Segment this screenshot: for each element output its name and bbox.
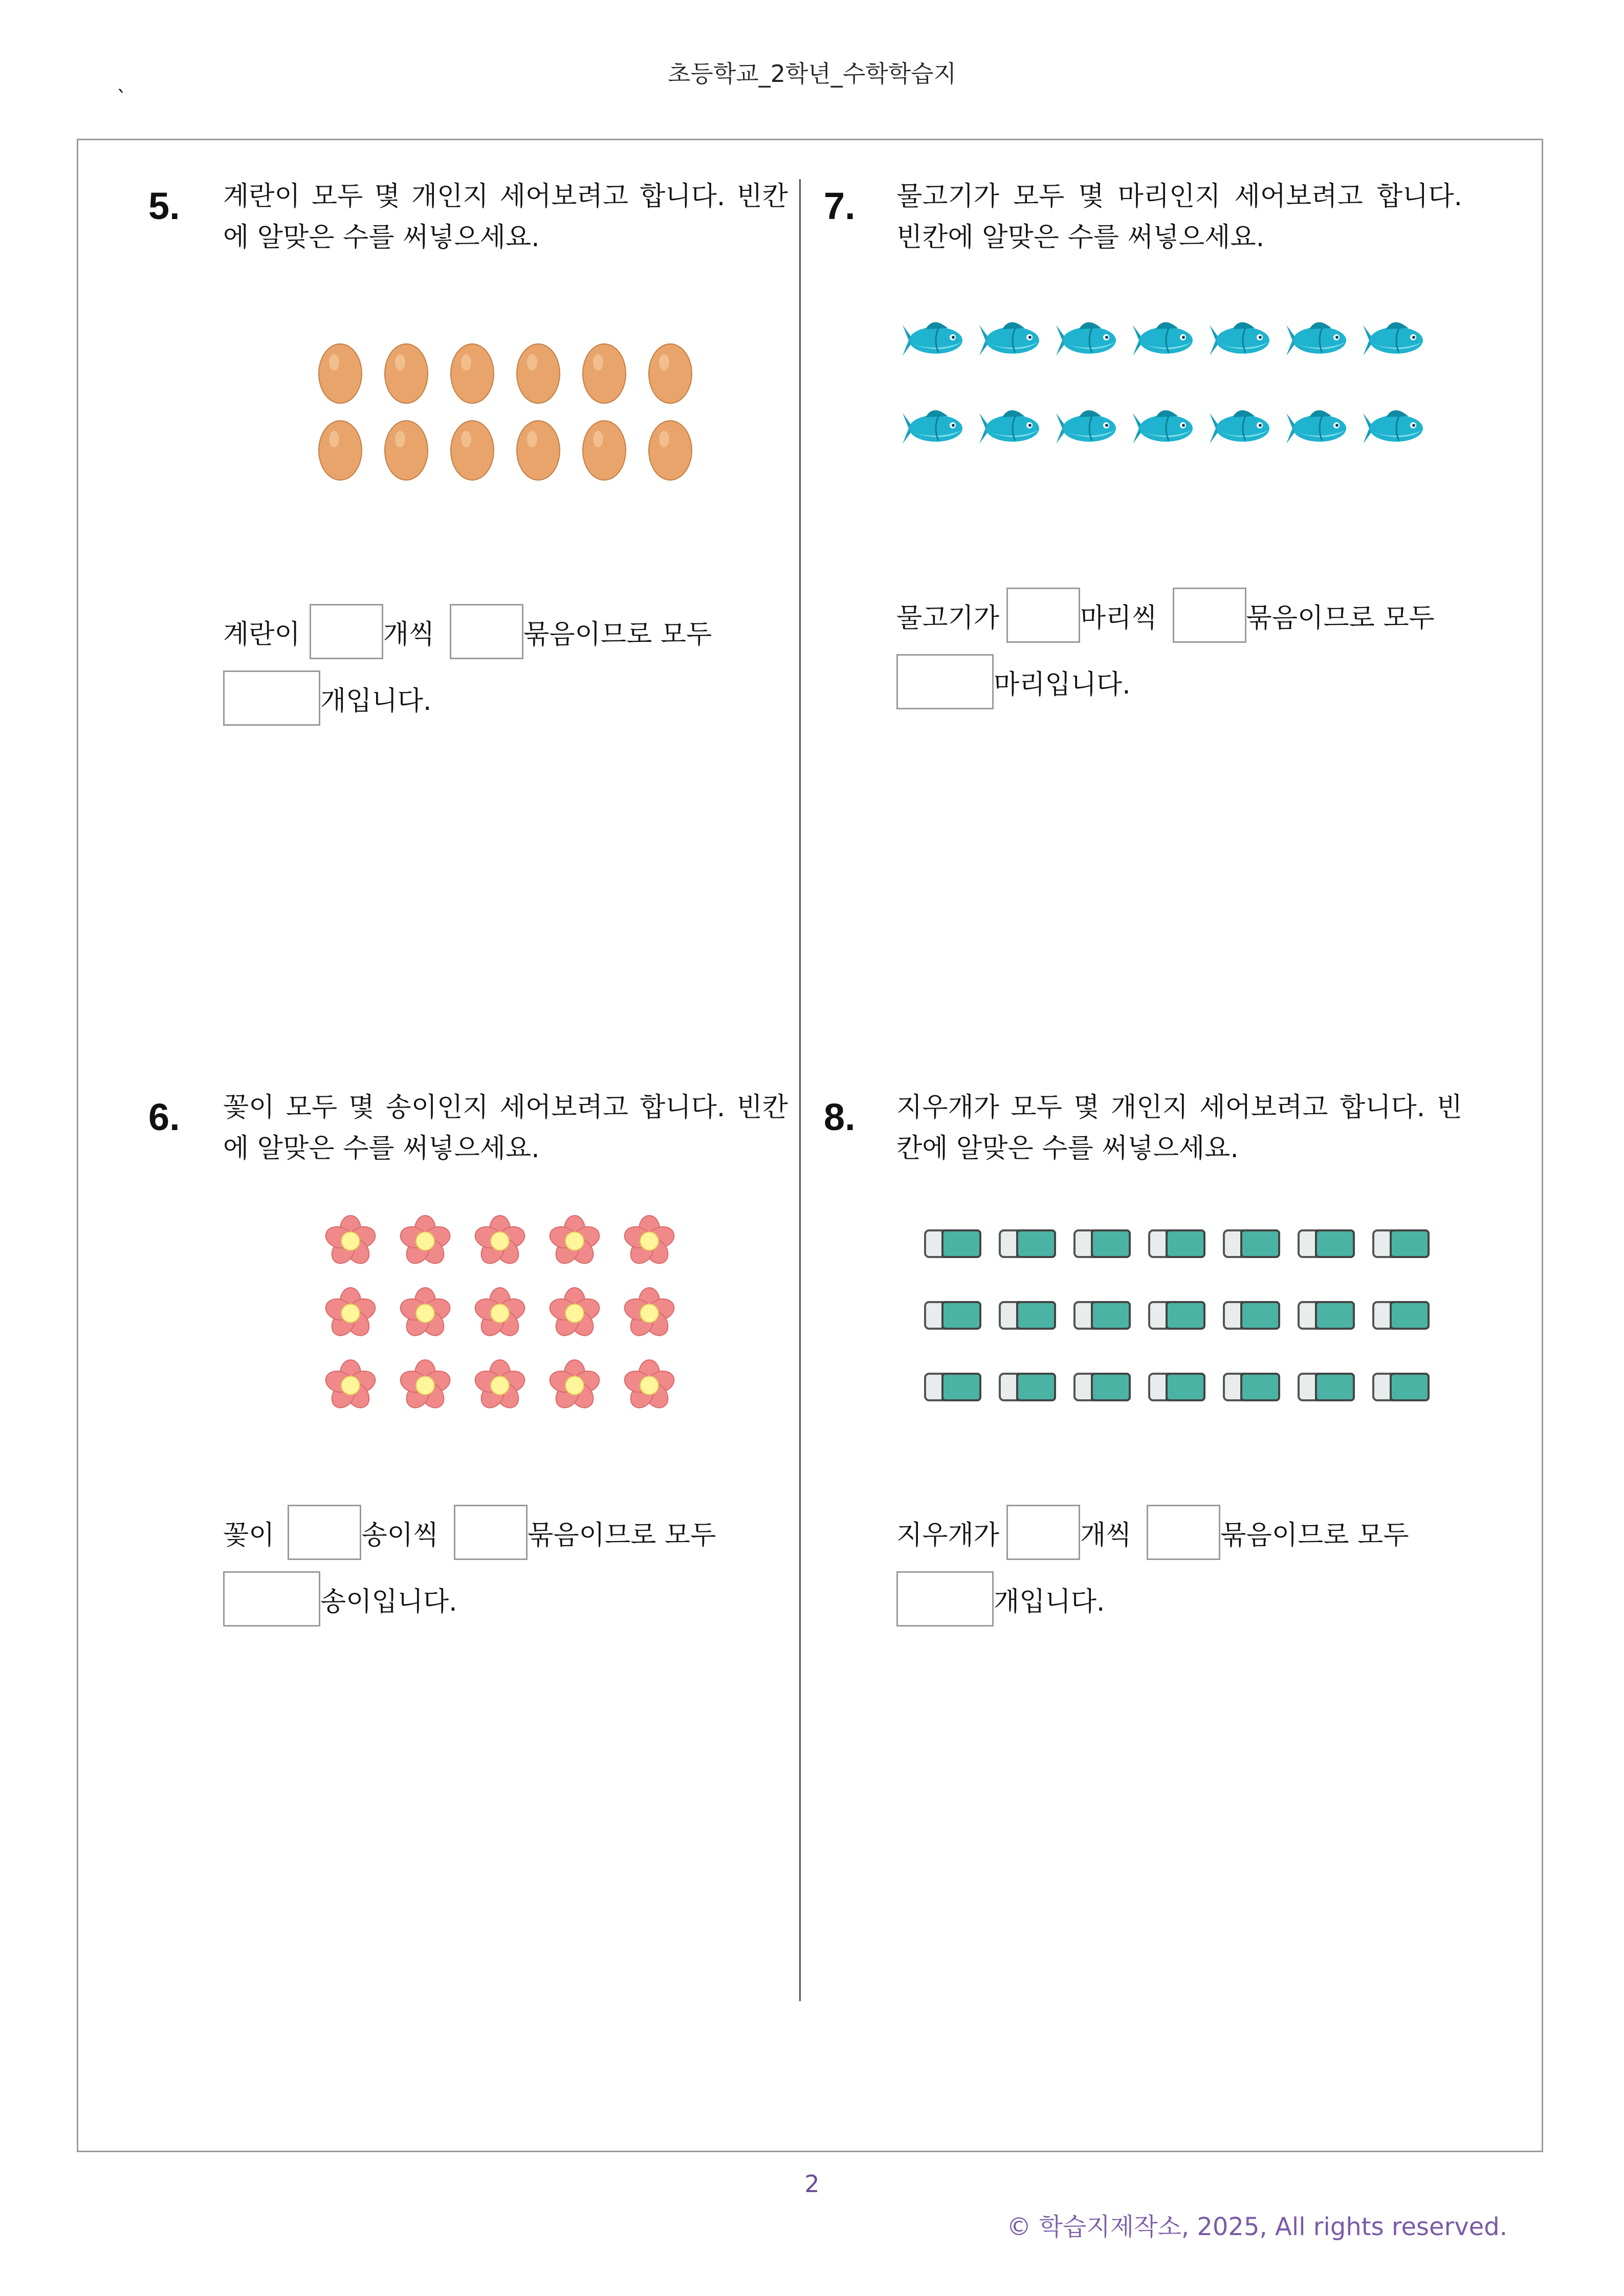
flower-grid <box>317 1208 691 1423</box>
eraser-grid <box>921 1221 1433 1410</box>
egg-icon <box>517 344 560 403</box>
fish-icon <box>1210 322 1269 356</box>
eraser-icon <box>1224 1230 1279 1257</box>
answer-end: 마리입니다. <box>994 669 1131 700</box>
egg-icon <box>319 421 362 480</box>
flower-icon <box>323 1360 378 1412</box>
answer-box[interactable] <box>310 604 383 659</box>
column-divider <box>799 179 801 2001</box>
egg-grid <box>307 333 706 486</box>
answer-tail: 묶음이므로 모두 <box>1246 602 1435 634</box>
answer-end: 개입니다. <box>994 1586 1105 1617</box>
eraser-icon <box>925 1230 980 1257</box>
question-text <box>896 176 1462 258</box>
answer-lead: 물고기가 <box>896 602 999 634</box>
eraser-icon <box>1149 1302 1204 1329</box>
answer-tail: 묶음이므로 모두 <box>1220 1520 1409 1551</box>
question-text-line: 칸에 알맞은 수를 써넣으세요. <box>896 1133 1239 1164</box>
answer-lead: 꽃이 <box>223 1520 275 1551</box>
eraser-icon <box>1074 1230 1130 1257</box>
answer-lead: 계란이 <box>223 619 300 650</box>
answer-box[interactable] <box>454 1505 528 1560</box>
answer-box[interactable] <box>223 1571 320 1627</box>
answer-mid: 송이씩 <box>361 1520 439 1551</box>
question-text <box>223 1087 788 1169</box>
fish-icon <box>1210 410 1269 444</box>
egg-icon <box>385 421 428 480</box>
fish-icon <box>1286 410 1346 444</box>
eraser-icon <box>1373 1302 1429 1329</box>
answer-box[interactable] <box>223 670 320 726</box>
question-text <box>223 176 788 258</box>
egg-icon <box>451 421 494 480</box>
answer-end: 개입니다. <box>320 685 432 717</box>
flower-icon <box>622 1360 676 1412</box>
egg-icon <box>649 344 692 403</box>
egg-icon <box>319 344 362 403</box>
question-text-line: 에 알맞은 수를 써넣으세요. <box>223 222 540 253</box>
answer-box[interactable] <box>1006 1505 1080 1560</box>
eraser-icon <box>1149 1230 1204 1257</box>
fish-icon <box>1133 410 1193 444</box>
eraser-icon <box>1373 1230 1429 1257</box>
flower-icon <box>547 1288 602 1340</box>
answer-tail: 묶음이므로 모두 <box>528 1520 716 1551</box>
question-number: 8. <box>824 1096 855 1138</box>
question-text-line: 에 알맞은 수를 써넣으세요. <box>223 1133 540 1164</box>
egg-icon <box>583 421 626 480</box>
eraser-icon <box>1000 1302 1055 1329</box>
egg-icon <box>583 344 626 403</box>
flower-icon <box>323 1288 378 1340</box>
answer-mid: 개씩 <box>1080 1520 1132 1551</box>
flower-icon <box>323 1216 378 1268</box>
eraser-icon <box>1074 1302 1130 1329</box>
eraser-icon <box>1373 1374 1429 1400</box>
question-text-line: 물고기가 모두 몇 마리인지 세어보려고 합니다. <box>896 181 1462 212</box>
question-number: 6. <box>148 1096 180 1138</box>
fish-icon <box>979 410 1039 444</box>
answer-box[interactable] <box>450 604 523 659</box>
question-text-line: 빈칸에 알맞은 수를 써넣으세요. <box>896 222 1265 253</box>
flower-icon <box>472 1288 527 1340</box>
answer-tail: 묶음이므로 모두 <box>523 619 712 650</box>
fish-icon <box>979 322 1039 356</box>
eraser-icon <box>1224 1374 1279 1400</box>
answer-box[interactable] <box>1173 588 1246 643</box>
eraser-icon <box>1224 1302 1279 1329</box>
fish-icon <box>903 410 962 444</box>
answer-box[interactable] <box>896 654 994 709</box>
fish-icon <box>1363 322 1423 356</box>
flower-icon <box>472 1360 527 1412</box>
flower-icon <box>622 1216 676 1268</box>
eraser-icon <box>1000 1230 1055 1257</box>
stray-mark: ` <box>117 87 127 111</box>
egg-icon <box>451 344 494 403</box>
eraser-icon <box>1074 1374 1130 1400</box>
fish-icon <box>1056 410 1116 444</box>
answer-box[interactable] <box>1006 588 1080 643</box>
fish-icon <box>1286 322 1346 356</box>
fish-icon <box>1056 322 1116 356</box>
answer-lead: 지우개가 <box>896 1520 999 1551</box>
eraser-icon <box>1299 1302 1354 1329</box>
egg-icon <box>385 344 428 403</box>
flower-icon <box>398 1288 452 1340</box>
egg-icon <box>649 421 692 480</box>
answer-end: 송이입니다. <box>320 1586 457 1617</box>
question-text <box>896 1087 1462 1169</box>
page-number: 2 <box>804 2170 820 2198</box>
answer-mid: 개씩 <box>383 619 435 650</box>
question-text-line: 꽃이 모두 몇 송이인지 세어보려고 합니다. 빈칸 <box>223 1092 788 1123</box>
question-text-line: 지우개가 모두 몇 개인지 세어보려고 합니다. 빈 <box>896 1092 1462 1123</box>
eraser-icon <box>1149 1374 1204 1400</box>
answer-box[interactable] <box>896 1571 994 1627</box>
egg-icon <box>517 421 560 480</box>
fish-icon <box>1133 322 1193 356</box>
question-number: 5. <box>148 185 180 227</box>
fish-grid <box>898 307 1431 456</box>
fish-icon <box>1363 410 1423 444</box>
question-number: 7. <box>824 185 855 227</box>
flower-icon <box>547 1216 602 1268</box>
flower-icon <box>547 1360 602 1412</box>
eraser-icon <box>925 1302 980 1329</box>
flower-icon <box>472 1216 527 1268</box>
fish-icon <box>903 322 962 356</box>
eraser-icon <box>925 1374 980 1400</box>
answer-mid: 마리씩 <box>1080 602 1157 634</box>
worksheet-header: 초등학교_2학년_수학학습지 <box>667 60 957 88</box>
question-text-line: 계란이 모두 몇 개인지 세어보려고 합니다. 빈칸 <box>223 181 788 212</box>
flower-icon <box>622 1288 676 1340</box>
flower-icon <box>398 1216 452 1268</box>
copyright-notice: © 학습지제작소, 2025, All rights reserved. <box>1006 2213 1507 2241</box>
answer-box[interactable] <box>288 1505 361 1560</box>
eraser-icon <box>1000 1374 1055 1400</box>
eraser-icon <box>1299 1230 1354 1257</box>
answer-box[interactable] <box>1147 1505 1220 1560</box>
flower-icon <box>398 1360 452 1412</box>
eraser-icon <box>1299 1374 1354 1400</box>
